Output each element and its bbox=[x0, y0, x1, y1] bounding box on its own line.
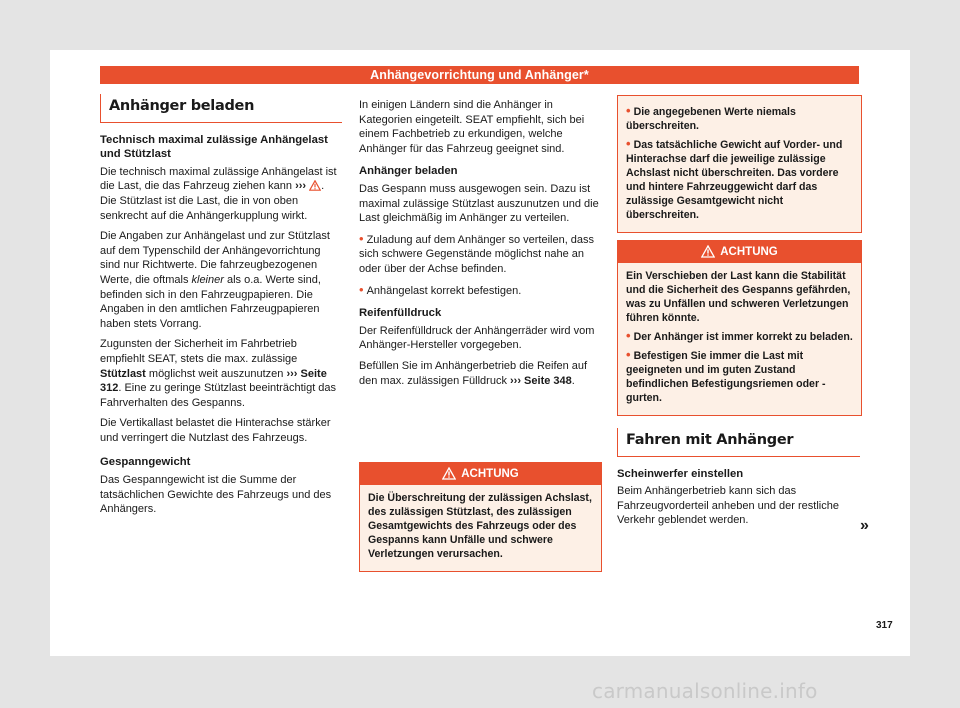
warning-body: Die Überschreitung der zulässigen Achslast, des zulässigen Stützlast, des zulässigen Gesamtgewichts des Fahrzeugs oder des Gespanns kann Unfälle und schwere Verletzungen verursachen. bbox=[368, 492, 592, 560]
bullet-icon: • bbox=[626, 347, 631, 362]
bullet-icon: • bbox=[626, 103, 631, 118]
paragraph: Die Vertikallast belastet die Hinterachse stärker und verringert die Nutzlast des Fahrzeugs. bbox=[100, 417, 331, 444]
continue-icon: » bbox=[860, 517, 869, 534]
paragraph: Befüllen Sie im Anhängerbetrieb die Reifen auf den max. zulässigen Fülldruck ››› Seite 348. bbox=[359, 359, 588, 387]
bullet-icon: • bbox=[359, 230, 364, 246]
list-item: • Befestigen Sie immer die Last mit geeigneten und im guten Zustand befindlichen Befestigungsriemen oder -gurten. bbox=[626, 347, 826, 404]
paragraph: Die Angaben zur Anhängelast und zur Stützlast auf dem Typenschild der Anhängevorrichtung sind nur Richtwerte. Die fahrzeugbezogenen Werte, die oftmals kleiner als o.a. Werte sind, befinden sich in den Fahrzeugpapieren. Die Angaben in den amtlichen Fahrzeugpapieren haben stets Vorrang. bbox=[100, 230, 330, 330]
warning-triangle-icon bbox=[309, 180, 321, 191]
warning-triangle-icon bbox=[701, 245, 715, 258]
chapter-header: Anhängevorrichtung und Anhänger* bbox=[100, 66, 859, 84]
paragraph: Zugunsten der Sicherheit im Fahrbetrieb empfiehlt SEAT, stets die max. zulässige Stützlast möglichst weit auszunutzen ››› Seite 312. Eine zu geringe Stützlast beeinträchtigt das Fahrverhalten des Gespanns. bbox=[100, 338, 337, 409]
page-reference-link[interactable]: ››› Seite 312 bbox=[100, 367, 327, 395]
subheading-scheinwerfer: Scheinwerfer einstellen bbox=[617, 467, 744, 480]
subheading-reifenfuelldruck: Reifenfülldruck bbox=[359, 307, 442, 320]
list-item: • Die angegebenen Werte niemals überschreiten. bbox=[626, 103, 796, 132]
watermark: carmanualsonline.info bbox=[592, 679, 818, 703]
warning-box-stabilitaet bbox=[617, 240, 862, 416]
subheading-gespanngewicht: Gespanngewicht bbox=[100, 456, 191, 469]
column-2 bbox=[359, 98, 600, 394]
page-reference-link[interactable]: ››› Seite 348 bbox=[510, 374, 572, 387]
reference-arrow[interactable]: ››› bbox=[295, 180, 307, 193]
section-title-anhaenger-beladen: Anhänger beladen bbox=[100, 94, 342, 123]
column-1 bbox=[100, 94, 342, 523]
warning-header: ACHTUNG bbox=[360, 463, 601, 485]
bullet-icon: • bbox=[626, 136, 631, 151]
bullet-icon: • bbox=[359, 281, 364, 297]
warning-triangle-icon bbox=[442, 467, 456, 480]
paragraph: Das Gespann muss ausgewogen sein. Dazu ist maximal zulässige Stützlast auszunutzen und die Last gleichmäßig im Anhänger zu verteilen. bbox=[359, 182, 599, 225]
note-box-werte bbox=[617, 95, 862, 233]
column-3-lower bbox=[617, 428, 860, 534]
paragraph: Beim Anhängerbetrieb kann sich das Fahrzeugvorderteil anheben und der restliche Verkehr geblendet werden. bbox=[617, 485, 839, 527]
warning-header: ACHTUNG bbox=[618, 241, 861, 263]
list-item: • Der Anhänger ist immer korrekt zu beladen. bbox=[626, 328, 853, 343]
list-item: • Anhängelast korrekt befestigen. bbox=[359, 281, 522, 297]
section-title-fahren-mit-anhaenger: Fahren mit Anhänger bbox=[617, 428, 860, 457]
list-item: • Das tatsächliche Gewicht auf Vorder- und Hinterachse darf die jeweilige zulässige Achslast nicht überschreiten. Das vordere und hintere Fahrzeuggewicht darf das zulässige Gesamtgewicht nicht überschreiten. bbox=[626, 136, 843, 221]
bullet-icon: • bbox=[626, 328, 631, 343]
page-number: 317 bbox=[876, 620, 893, 631]
subheading-anhaenger-beladen: Anhänger beladen bbox=[359, 165, 458, 178]
warning-box-achslast bbox=[359, 462, 602, 572]
warning-body: Ein Verschieben der Last kann die Stabilität und die Sicherheit des Gespanns gefährden, was zu Unfällen und schweren Verletzungen führen könnte. • Der Anhänger ist immer korrekt zu beladen. • Befestigen Sie immer die Last mit geeigneten und im guten Zustand befindlichen Befestigungsriemen oder -gurten. bbox=[626, 270, 853, 404]
paragraph: In einigen Ländern sind die Anhänger in Kategorien eingeteilt. SEAT empfiehlt, sich bei einem Fachbetrieb zu erkundigen, welche Anhänger für das Fahrzeug geeignet sind. bbox=[359, 99, 585, 155]
subheading-anhaengelast: Technisch maximal zulässige Anhängelast und Stützlast bbox=[100, 133, 328, 161]
list-item: • Zuladung auf dem Anhänger so verteilen, dass sich schwere Gegenstände möglichst nahe an oder über der Achse befinden. bbox=[359, 230, 595, 275]
paragraph: Das Gespanngewicht ist die Summe der tatsächlichen Gewichte des Fahrzeugs und des Anhängers. bbox=[100, 474, 332, 516]
paragraph: Der Reifenfülldruck der Anhängerräder wird vom Anhänger-Hersteller vorgegeben. bbox=[359, 324, 595, 352]
paragraph: Die technisch maximal zulässige Anhängelast ist die Last, die das Fahrzeug ziehen kann ››› . Die Stützlast ist die Last, die in von oben senkrecht auf die Anhängerkupplung wirkt. bbox=[100, 165, 337, 222]
